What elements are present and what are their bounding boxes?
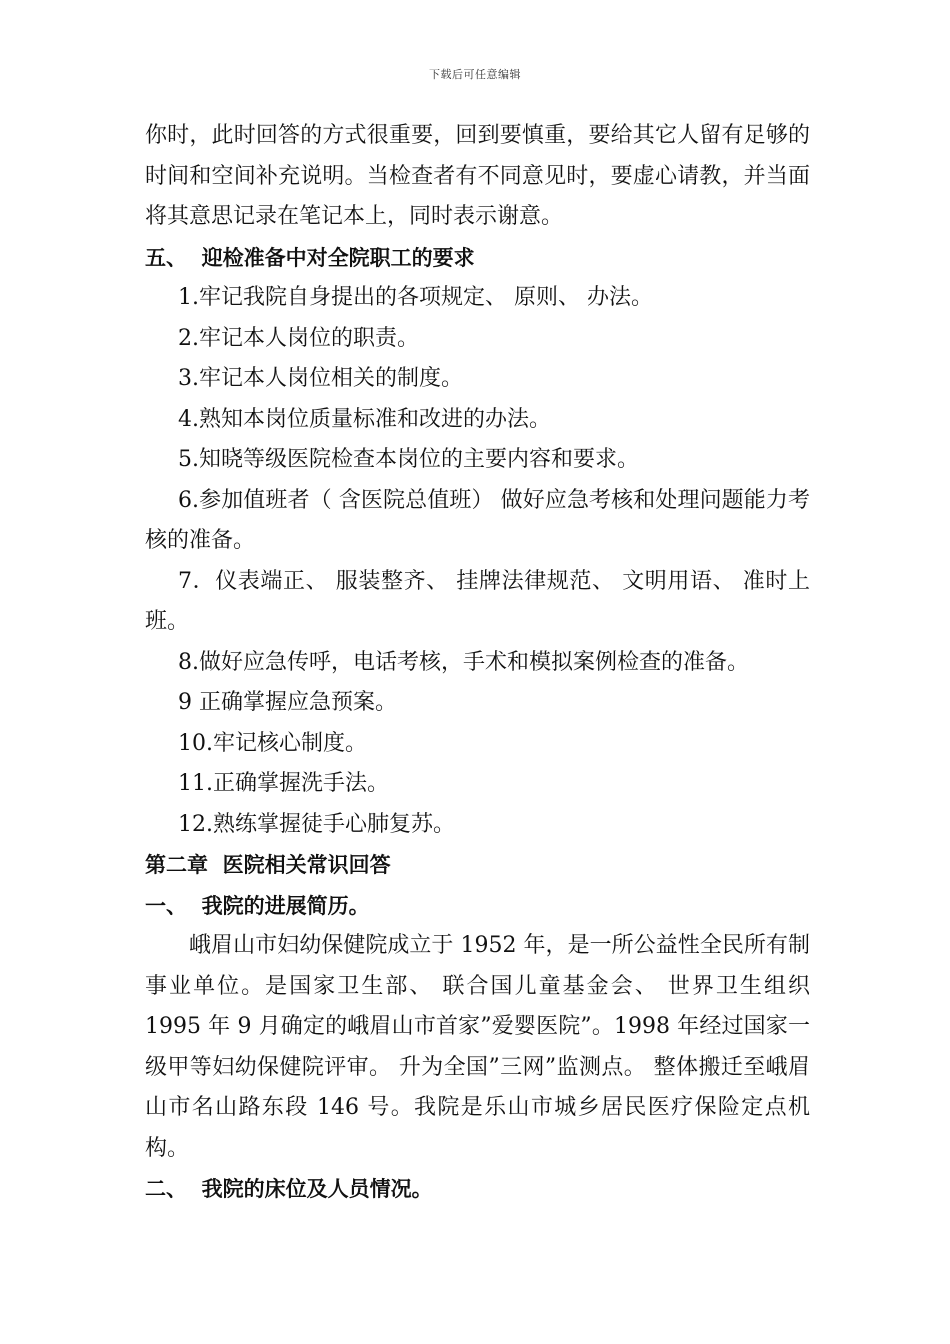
history-paragraph: 峨眉山市妇幼保健院成立于 1952 年，是一所公益性全民所有制事业单位。是国家卫生部、 联合国儿童基金会、 世界卫生组织 1995 年 9 月确定的峨眉山市首家”爱婴医院”。1998 年经过国家一级甲等妇幼保健院评审。 升为全国”三网”监测点。 整体搬迁至峨眉山市名山路东段 146 号。我院是乐山市城乡居民医疗保险定点机构。 [145,933,810,1161]
list-item: 2.牢记本人岗位的职责。 [178,325,419,351]
list-item: 10.牢记核心制度。 [178,730,367,756]
intro-paragraph: 你时，此时回答的方式很重要，回到要慎重，要给其它人留有足够的时间和空间补充说明。当检查者有不同意见时，要虚心请教，并当面将其意思记录在笔记本上，同时表示谢意。 [145,123,810,229]
list-item: 1.牢记我院自身提出的各项规定、 原则、 办法。 [178,285,653,310]
list-item: 5.知晓等级医院检查本岗位的主要内容和要求。 [178,447,639,472]
list-item: 7．仪表端正、 服装整齐、 挂牌法律规范、 文明用语、 准时上班。 [145,568,810,634]
list-item: 11.正确掌握洗手法。 [178,771,389,796]
list-item: 9 正确掌握应急预案。 [178,690,397,715]
page-header-note: 下载后可任意编辑 [429,68,521,81]
list-item: 6.参加值班者（ 含医院总值班） 做好应急考核和处理问题能力考核的准备。 [145,487,810,553]
document-body [145,116,810,1210]
list-item: 8.做好应急传呼，电话考核，手术和模拟案例检查的准备。 [178,649,749,675]
list-item: 4.熟知本岗位质量标准和改进的办法。 [178,406,551,432]
section-5-heading: 五、 迎检准备中对全院职工的要求 [145,245,475,270]
list-item: 3.牢记本人岗位相关的制度。 [178,366,463,391]
chapter-2-heading: 第二章 医院相关常识回答 [145,853,391,877]
chapter-2-section-1-heading: 一、 我院的进展简历。 [145,893,370,918]
chapter-2-section-2-heading: 二、 我院的床位及人员情况。 [145,1177,433,1201]
list-item: 12.熟练掌握徒手心肺复苏。 [178,811,455,837]
